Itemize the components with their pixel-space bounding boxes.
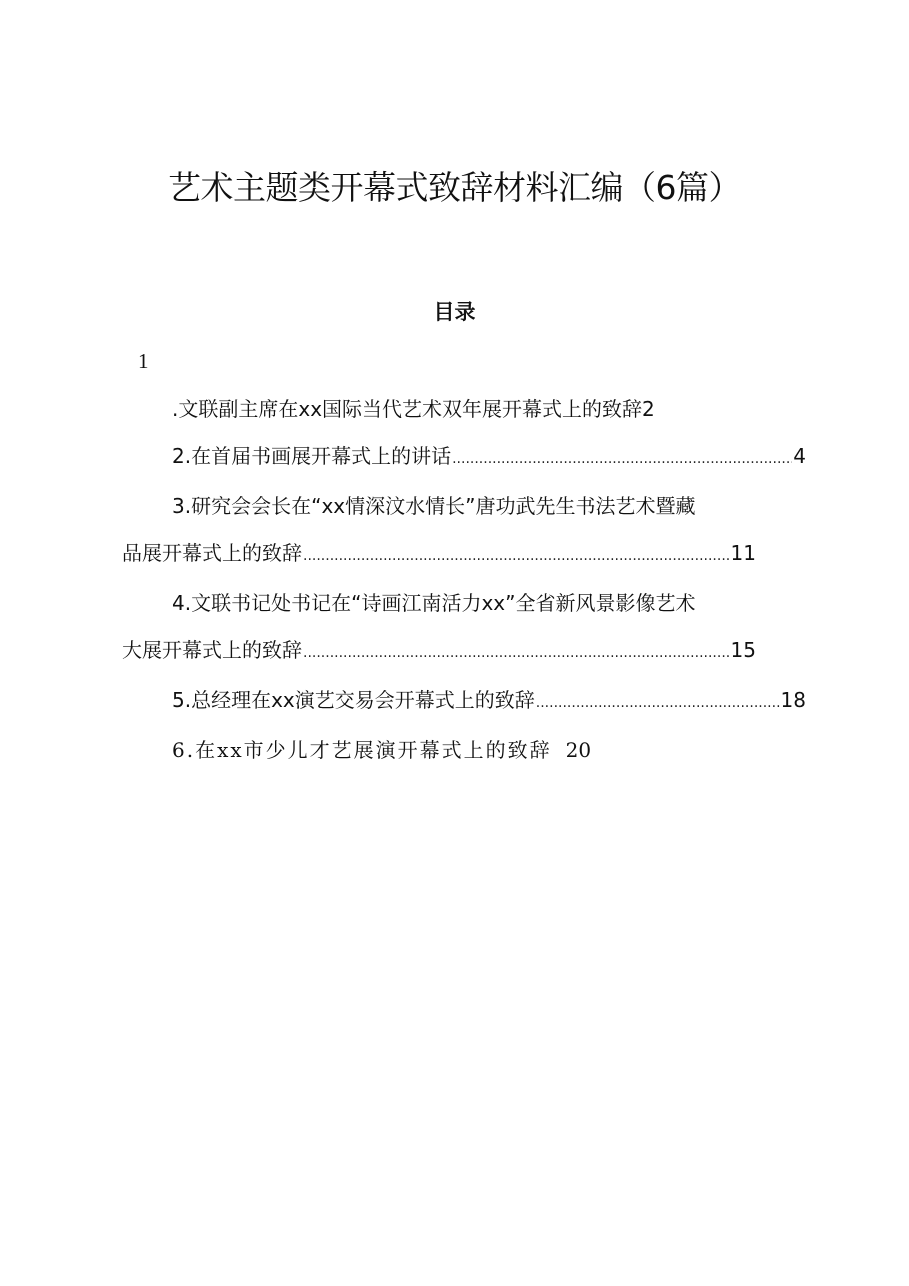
toc-entry-text-continued: 品展开幕式上的致辞 [122,541,302,565]
table-of-contents [122,386,806,774]
toc-entry-1[interactable] [122,386,802,433]
toc-entry-page: 20 [565,738,592,762]
toc-entry-text: .文联副主席在xx国际当代艺术双年展开幕式上的致辞 [172,397,643,421]
toc-entry-page: 4 [793,444,806,468]
dot-leader [303,630,730,677]
toc-entry-text: 4.文联书记处书记在“诗画江南活力xx”全省新风景影像艺术 [172,591,696,615]
dot-leader [452,436,792,483]
toc-entry-6[interactable] [122,727,802,774]
document-title: 艺术主题类开幕式致辞材料汇编（6篇） [168,168,741,207]
toc-entry-text: 5.总经理在xx演艺交易会开幕式上的致辞 [172,688,535,712]
toc-entry-3[interactable] [122,483,802,580]
toc-entry-page: 2 [642,397,655,421]
toc-entry-text-continued: 大展开幕式上的致辞 [122,638,302,662]
dot-leader [536,680,780,727]
toc-entry-page: 11 [730,541,756,565]
toc-entry-page: 15 [730,638,756,662]
toc-entry-page: 18 [780,688,806,712]
toc-entry-text: 2.在首届书画展开幕式上的讲话 [172,444,452,468]
toc-entry-5[interactable] [122,677,806,727]
toc-heading: 目录 [433,299,476,324]
toc-entry-4[interactable] [122,580,802,677]
toc-entry-2[interactable] [122,433,806,483]
toc-entry-text: 3.研究会会长在“xx情深汶水情长”唐功武先生书法艺术暨藏 [172,494,696,518]
stray-page-number: 1 [138,349,149,373]
dot-leader [303,533,730,580]
toc-entry-text: 6.在xx市少儿才艺展演开幕式上的致辞 [172,738,552,762]
